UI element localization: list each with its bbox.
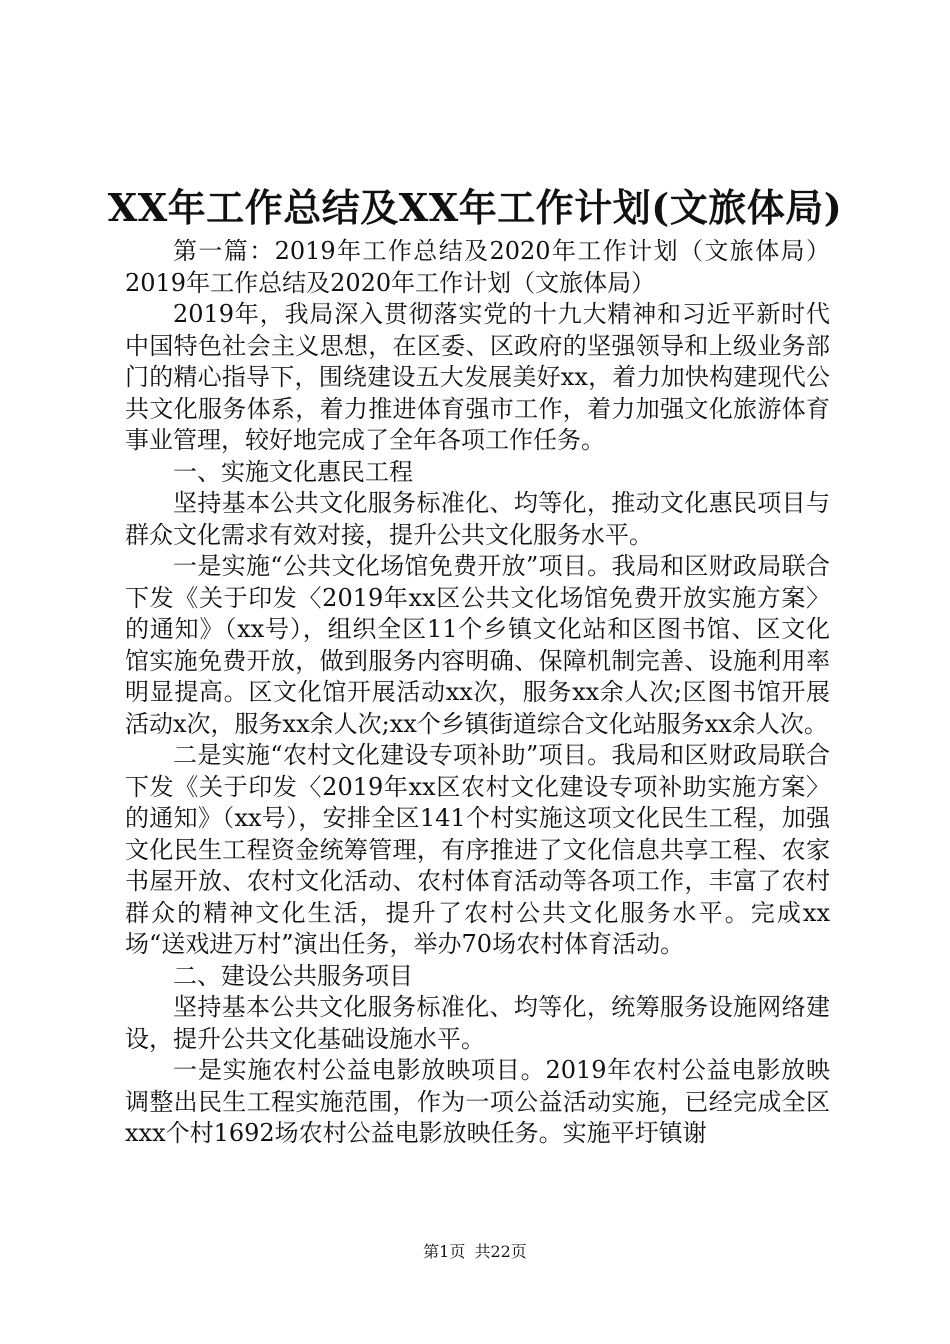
paragraph: 2019年，我局深入贯彻落实党的十九大精神和习近平新时代中国特色社会主义思想，在区委、区政府的坚强领导和上级业务部门的精心指导下，围绕建设五大发展美好xx，着力加快构建现代公共文化服务体系，着力推进体育强市工作，着力加强文化旅游体育事业管理，较好地完成了全年各项工作任务。 bbox=[125, 300, 830, 454]
paragraph: 坚持基本公共文化服务标准化、均等化，推动文化惠民项目与群众文化需求有效对接，提升公共文化服务水平。 bbox=[125, 489, 830, 549]
section-heading: 二、建设公共服务项目 bbox=[173, 961, 413, 990]
paragraph: 一是实施农村公益电影放映项目。2019年农村公益电影放映调整出民生工程实施范围，作为一项公益活动实施，已经完成全区xxx个村1692场农村公益电影放映任务。实施平圩镇谢 bbox=[125, 1056, 830, 1147]
document-title: XX年工作总结及XX年工作计划(文旅体局) bbox=[107, 185, 843, 230]
document-body bbox=[125, 236, 830, 1150]
section-heading: 一、实施文化惠民工程 bbox=[173, 457, 413, 486]
paragraph: 一是实施“公共文化场馆免费开放”项目。我局和区财政局联合下发《关于印发〈2019年xx区公共文化场馆免费开放实施方案〉的通知》（xx号），组织全区11个乡镇文化站和区图书馆、区文化馆实施免费开放，做到服务内容明确、保障机制完善、设施利用率明显提高。区文化馆开展活动xx次，服务xx余人次;区图书馆开展活动x次，服务xx余人次;xx个乡镇街道综合文化站服务xx余人次。 bbox=[125, 552, 830, 738]
paragraph: 二是实施“农村文化建设专项补助”项目。我局和区财政局联合下发《关于印发〈2019年xx区农村文化建设专项补助实施方案〉的通知》（xx号），安排全区141个村实施这项文化民生工程，加强文化民生工程资金统筹管理，有序推进了文化信息共享工程、农家书屋开放、农村文化活动、农村体育活动等各项工作，丰富了农村群众的精神文化生活，提升了农村公共文化服务水平。完成xx场“送戏进万村”演出任务，举办70场农村体育活动。 bbox=[125, 741, 830, 958]
paragraph: 坚持基本公共文化服务标准化、均等化，统筹服务设施网络建设，提升公共文化基础设施水平。 bbox=[125, 993, 830, 1053]
paragraph: 第一篇：2019年工作总结及2020年工作计划（文旅体局）2019年工作总结及2020年工作计划（文旅体局） bbox=[125, 237, 830, 297]
page-number-footer: 第1页 共22页 bbox=[423, 1242, 527, 1261]
